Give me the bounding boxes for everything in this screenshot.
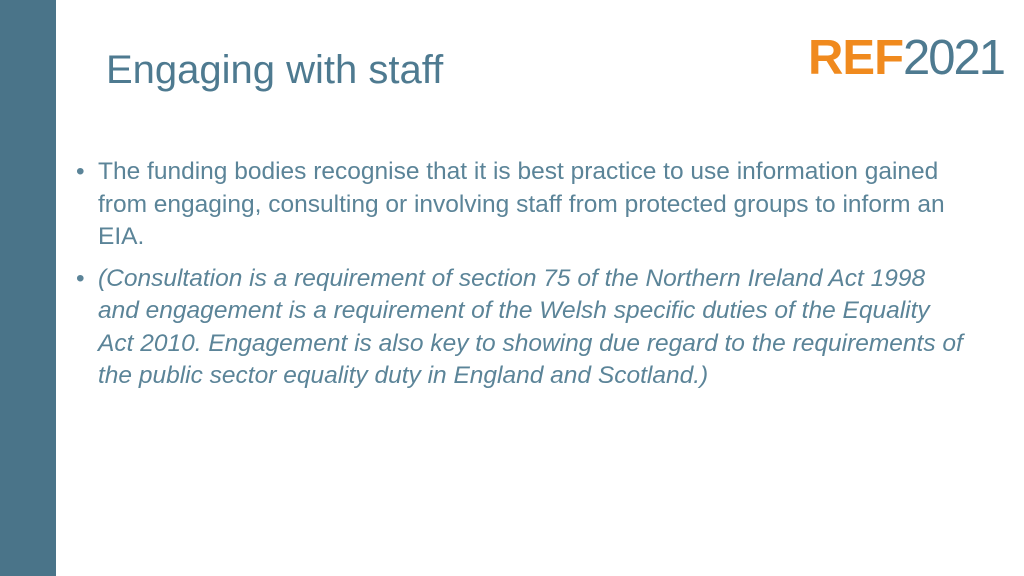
slide-title: Engaging with staff xyxy=(106,48,444,92)
bullet-text: The funding bodies recognise that it is best practice to use information gained from engaging, consulting or involving staff from protected groups to inform an EIA. xyxy=(98,158,945,250)
logo-year-text: 2021 xyxy=(903,31,1005,85)
slide-content xyxy=(76,156,966,402)
bullet-item-legal-requirements xyxy=(76,263,966,393)
bullet-marker: • xyxy=(76,158,85,185)
left-accent-bar xyxy=(0,0,56,576)
bullet-text: (Consultation is a requirement of section 75 of the Northern Ireland Act 1998 and engagement is a requirement of the Welsh specific duties of the Equality Act 2010. Engagement is also key to showing due regard to the requirements of the public sector equality duty in England and Scotland.) xyxy=(98,264,963,389)
logo-ref-text: REF xyxy=(808,31,903,85)
ref2021-logo xyxy=(808,31,1005,85)
bullet-marker: • xyxy=(76,264,85,292)
bullet-item-best-practice xyxy=(76,156,966,254)
